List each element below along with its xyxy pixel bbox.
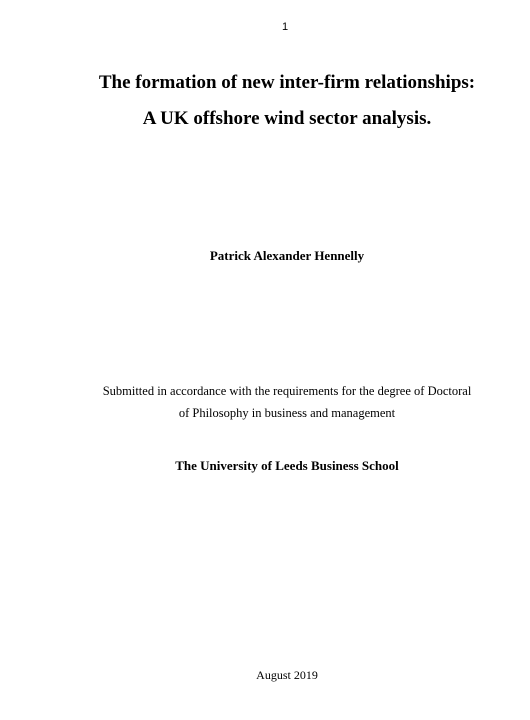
school-name: The University of Leeds Business School — [175, 458, 399, 473]
submission-date: August 2019 — [256, 668, 318, 682]
thesis-title-line-2: A UK offshore wind sector analysis. — [142, 108, 432, 129]
author-name: Patrick Alexander Hennelly — [209, 248, 365, 263]
thesis-title-line-1: The formation of new inter-firm relationships: — [98, 72, 476, 93]
submission-line-2: of Philosophy in business and management — [178, 406, 396, 420]
submission-statement — [22, 380, 530, 424]
page-number: 1 — [281, 21, 289, 33]
submission-line-1: Submitted in accordance with the requirements for the degree of Doctoral — [102, 384, 472, 398]
